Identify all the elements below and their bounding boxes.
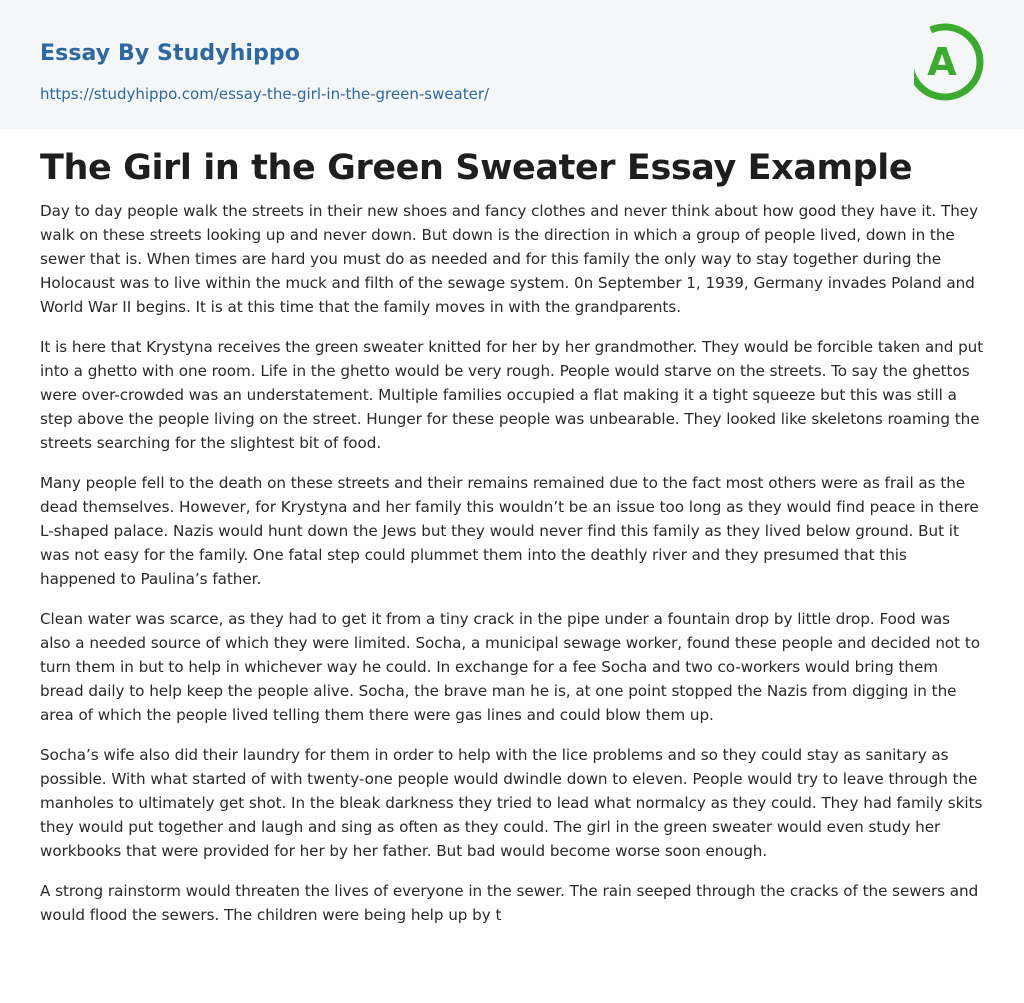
paragraph-2: It is here that Krystyna receives the green sweater knitted for her by her grandmother. They would be forcible taken and put into a ghetto with one room. Life in the ghetto would be very rough. People would starve on the streets. To say the ghettos were over-crowded was an understatement. Multiple families occupied a flat making it a tight squeeze but this was still a step above the people living on the street. Hunger for these people was unbearable. They looked like skeletons roaming the streets searching for the slightest bit of food. — [40, 338, 984, 452]
paragraph-1: Day to day people walk the streets in their new shoes and fancy clothes and never think about how good they have it. They walk on these streets looking up and never down. But down is the direction in which a group of people lived, down in the sewer that is. When times are hard you must do as needed and for this family the only way to stay together during the Holocaust was to live within the muck and filth of the sewage system. 0n September 1, 1939, Germany invades Poland and World War II begins. It is at this time that the family moves in with the grandparents. — [40, 202, 979, 316]
paragraph-4: Clean water was scarce, as they had to get it from a tiny crack in the pipe under a fountain drop by little drop. Food was also a needed source of which they were limited. Socha, a municipal sewage worker, found these people and decided not to turn them in but to help in whichever way he could. In exchange for a fee Socha and two co-workers would bring them bread daily to help keep the people alive. Socha, the brave man he is, at one point stopped the Nazis from digging in the area of which the people lived telling them there were gas lines and could blow them up. — [40, 610, 981, 724]
logo-letter: A — [927, 40, 957, 84]
article-title: The Girl in the Green Sweater Essay Example — [40, 148, 913, 188]
essay-url-link[interactable]: https://studyhippo.com/essay-the-girl-in-the-green-sweater/ — [40, 85, 490, 103]
paragraph-5: Socha’s wife also did their laundry for them in order to help with the lice problems and so they could stay as sanitary as possible. With what started of with twenty-one people would dwindle down to eleven. People would try to leave through the manholes to ultimately get shot. In the bleak darkness they tried to lead what normalcy as they could. They had family skits they would put together and laugh and sing as often as they could. The girl in the green sweater would even study her workbooks that were provided for her by her father. But bad would become worse soon enough. — [40, 746, 983, 860]
paragraph-6: A strong rainstorm would threaten the lives of everyone in the sewer. The rain seeped through the cracks of the sewers and would flood the sewers. The children were being help up by t — [40, 882, 979, 924]
paragraph-3: Many people fell to the death on these streets and their remains remained due to the fact most others were as frail as the dead themselves. However, for Krystyna and her family this wouldn’t be an issue too long as they would find peace in there L-shaped palace. Nazis would hunt down the Jews but they would never find this family as they lived below ground. But it was not easy for the family. One fatal step could plummet them into the deathly river and they presumed that this happened to Paulina’s father. — [40, 474, 979, 588]
site-brand[interactable]: Essay By Studyhippo — [40, 41, 300, 66]
